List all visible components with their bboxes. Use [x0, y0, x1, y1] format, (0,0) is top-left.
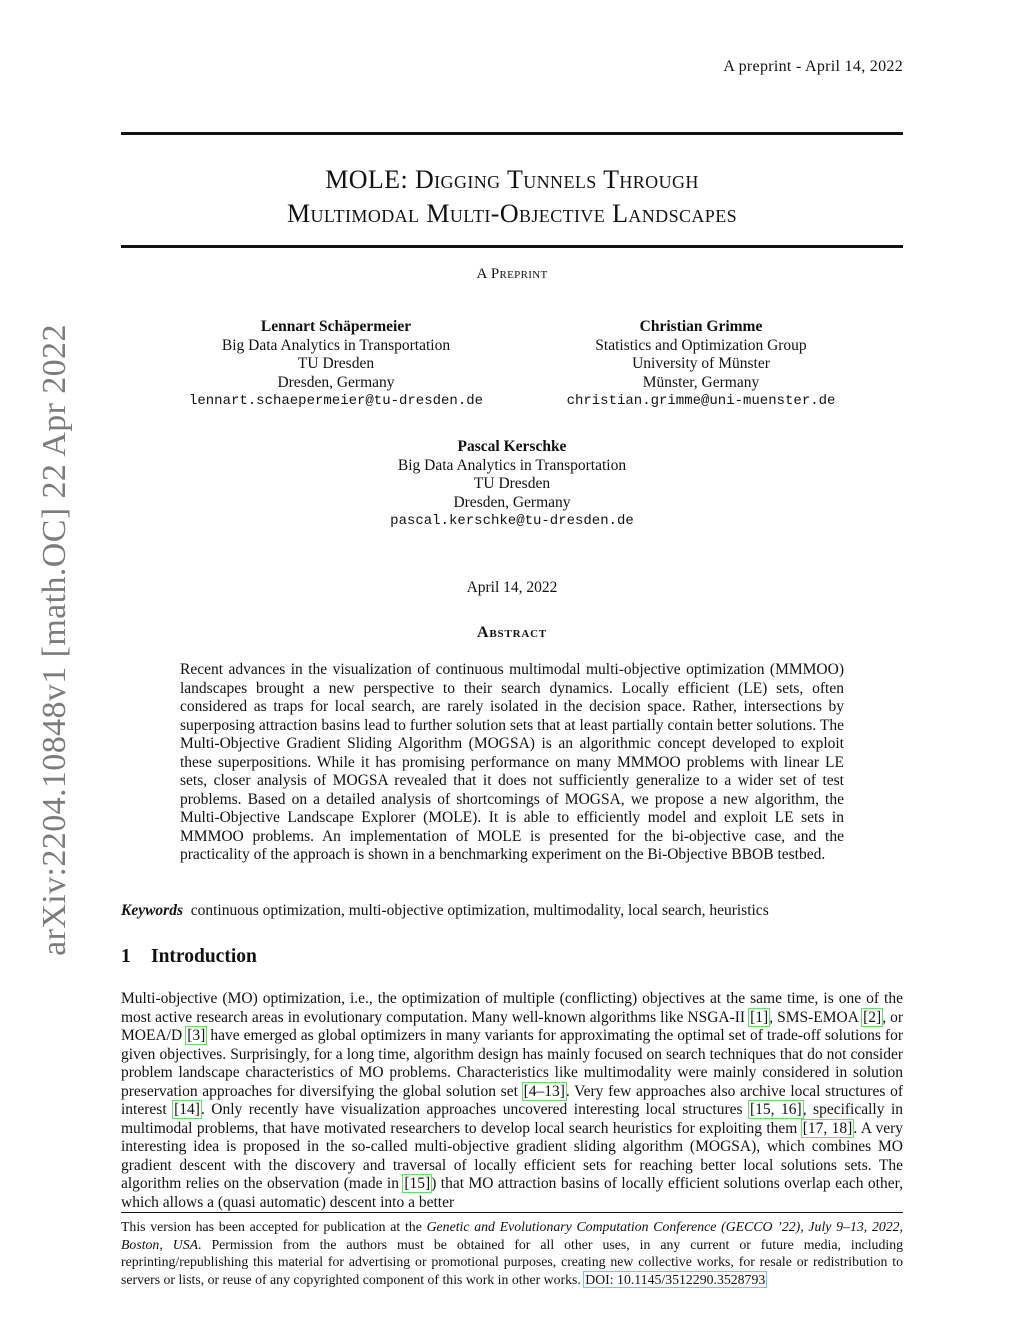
author-institution: TU Dresden — [473, 475, 551, 492]
section-title: Introduction — [151, 946, 257, 967]
author-location: Münster, Germany — [642, 373, 760, 391]
title-top-rule — [121, 132, 903, 135]
author-location: Dresden, Germany — [277, 373, 395, 391]
intro-text: have emerged as global optimizers in many variants for approximating the optimal set of trade-off solutions for given objectives. Surprisingly, for a long time, algorithm design has mainly focused on search techniques that do not consider problem landscape characteristics of MO problems. Characteristics like multimodality were mainly considered in solution preservation approaches for diversifying the global solution set — [121, 1027, 904, 1100]
paper-title-line-1: MOLE: Digging Tunnels Through — [325, 165, 699, 194]
doi-link[interactable]: DOI: 10.1145/3512290.3528793 — [585, 1271, 766, 1287]
keywords-label: Keywords — [121, 902, 183, 919]
intro-text: . A very interesting idea is proposed in the so-called multi-objective gradient sliding algorithm (MOGSA), which combines MO gradient descent with the discovery and traversal of locally efficient sets for reaching better local solutions sets. The algorithm relies on the observation (made in — [121, 1119, 903, 1192]
citation-link[interactable]: [15, 16] — [750, 1101, 802, 1118]
author-email[interactable]: lennart.schaepermeier@tu-dresden.de — [188, 393, 484, 409]
intro-text: Multi-objective (MO) optimization, i.e., the optimization of multiple (conflicting) objectives at the same time, is one of the most active research areas in evolutionary computation. Many well-known algorithms like NSGA-II — [121, 990, 903, 1026]
citation-link[interactable]: [15] — [404, 1175, 431, 1192]
running-head-text: A preprint - April 14, 2022 — [723, 58, 903, 75]
section-number: 1 — [121, 946, 131, 967]
running-head — [723, 58, 903, 76]
keywords — [121, 902, 903, 920]
citation-link[interactable]: [2] — [863, 1008, 882, 1026]
author-email[interactable]: christian.grimme@uni-muenster.de — [566, 393, 836, 409]
citation-link[interactable]: [14] — [174, 1101, 200, 1118]
abstract-text: Recent advances in the visualization of continuous multimodal multi-objective optimization (MMMOO) landscapes brought a new perspective to their search dynamics. Locally efficient (LE) sets, often considered as traps for local search, are rarely isolated in the decision space. Rather, intersections by superposing attraction basins lead to further solution sets that at least partially contain better solutions. The Multi-Objective Gradient Sliding Algorithm (MOGSA) is an algorithmic concept developed to exploit these superpositions. While it has promising performance on many MMMOO problems with linear LE sets, closer analysis of MOGSA revealed that it does not sufficiently generalize to a wider set of test problems. Based on a detailed analysis of shortcomings of MOGSA, we propose a new algorithm, the Multi-Objective Landscape Explorer (MOLE). It is able to efficiently model and exploit LE sets in MMMOO problems. An implementation of MOLE is presented for the bi-objective case, and the practicality of the approach is shown in a benchmarking experiment on the Bi-Objective BBOB testbed. — [180, 661, 844, 863]
paper-title — [121, 163, 903, 231]
footnote-text: This version has been accepted for publication at the — [121, 1219, 427, 1234]
author-institution: University of Münster — [632, 355, 770, 372]
intro-text: , specifically in multimodal problems, that have motivated researchers to develop local search heuristics for exploiting them — [121, 1101, 904, 1137]
intro-text: , or MOEA/D — [121, 1008, 904, 1044]
abstract-heading: Abstract — [477, 624, 547, 641]
title-bottom-rule — [121, 245, 903, 248]
footnote — [121, 1218, 903, 1288]
footnote-rule — [121, 1212, 903, 1213]
author-block-2 — [521, 318, 881, 411]
intro-text: , SMS-EMOA — [769, 1008, 863, 1026]
author-affiliation: Statistics and Optimization Group — [595, 336, 807, 354]
author-email[interactable]: pascal.kerschke@tu-dresden.de — [390, 513, 634, 529]
intro-text: . Very few approaches also archive local structures of interest — [121, 1082, 903, 1118]
author-name: Lennart Schäpermeier — [260, 318, 412, 335]
paper-date: April 14, 2022 — [466, 579, 558, 596]
citation-link[interactable]: [17, 18] — [802, 1119, 853, 1137]
section-heading — [121, 946, 257, 968]
author-block-1 — [156, 318, 516, 411]
author-location: Dresden, Germany — [453, 493, 571, 511]
citation-link[interactable]: [3] — [187, 1027, 206, 1044]
intro-text: . Only recently have visualization approaches uncovered interesting local structures — [200, 1101, 750, 1118]
footnote-text: . Permission from the authors must be obtained for all other uses, in any current or future media, including reprinting/republishing this material for advertising or promotional purposes, creating new collective works, for resale or redistribution to servers or lists, or reuse of any copyrighted component of this work in other works. — [121, 1236, 903, 1287]
author-affiliation: Big Data Analytics in Transportation — [221, 336, 451, 354]
footnote-venue: Genetic and Evolutionary Computation Conference (GECCO ’22), July 9–13, 2022, Boston, USA — [121, 1219, 903, 1252]
author-name: Christian Grimme — [639, 318, 763, 335]
preprint-label: A Preprint — [476, 266, 548, 282]
author-name: Pascal Kerschke — [457, 438, 567, 455]
author-affiliation: Big Data Analytics in Transportation — [397, 456, 627, 474]
intro-paragraph — [121, 990, 903, 1212]
arxiv-stamp: arXiv:2204.10848v1 [math.OC] 22 Apr 2022 — [36, 324, 73, 956]
citation-link[interactable]: [1] — [750, 1008, 769, 1026]
intro-text: ) that MO attraction basins of locally efficient solutions overlap each other, which allows a (quasi automatic) descent into a better — [121, 1175, 903, 1211]
author-block-3 — [332, 438, 692, 531]
keywords-text: continuous optimization, multi-objective optimization, multimodality, local search, heuristics — [190, 902, 769, 919]
citation-link[interactable]: [4–13] — [523, 1082, 565, 1100]
author-institution: TU Dresden — [297, 355, 375, 372]
paper-title-line-2: Multimodal Multi-Objective Landscapes — [286, 199, 738, 228]
